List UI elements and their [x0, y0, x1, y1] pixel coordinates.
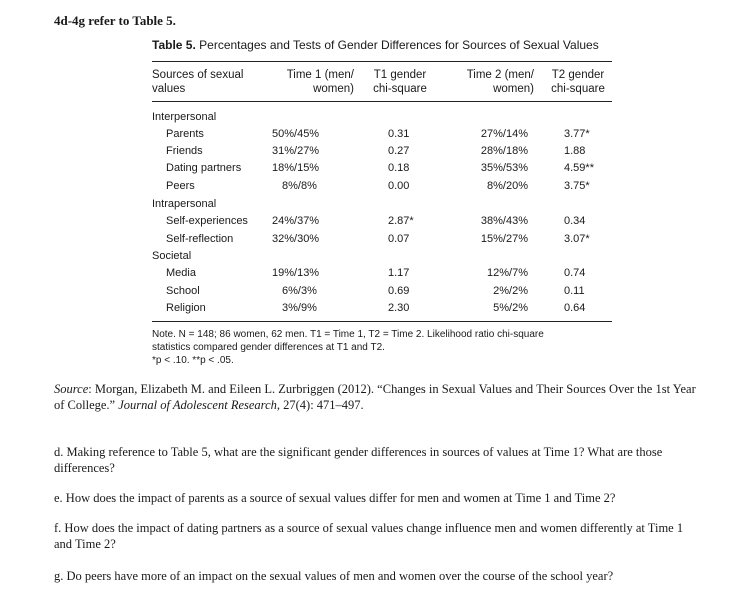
question-f: f. How does the impact of dating partners as a source of sexual values change influence men and women differently at Time 1 and Time 2?: [54, 521, 684, 551]
cell-time2: 2%/2%: [493, 285, 528, 297]
cell-time2: 27%/14%: [480, 128, 528, 140]
cell-t2-chi: 3.75*: [564, 180, 590, 192]
row-label: Parents: [166, 128, 204, 140]
row-label: School: [166, 285, 200, 297]
cell-time1: 19%/13%: [272, 267, 320, 279]
section-heading: 4d-4g refer to Table 5.: [54, 13, 176, 28]
cell-t1-chi: 1.17: [388, 267, 410, 279]
source-text: : Morgan, Elizabeth M. and Eileen L. Zurbriggen (2012). “Changes in Sexual Values and Their Sources Over the 1st Year of College.”: [54, 382, 696, 412]
source-journal: Journal of Adolescent Research: [118, 398, 277, 412]
cell-time1: 3%/9%: [282, 302, 317, 314]
question-d: d. Making reference to Table 5, what are the significant gender differences in sources of values at Time 1? What are those differences?: [54, 445, 663, 475]
cell-t2-chi: 0.74: [564, 267, 586, 279]
cell-time1: 32%/30%: [272, 233, 320, 245]
header-time2: Time 2 (men/ women): [466, 69, 534, 95]
cell-t2-chi: 0.11: [564, 285, 585, 297]
cell-t2-chi: 3.07*: [564, 233, 590, 245]
row-label: Peers: [166, 180, 195, 192]
cell-time2: 15%/27%: [480, 233, 528, 245]
cell-t1-chi: 0.00: [388, 180, 410, 192]
table-title: [152, 38, 612, 52]
cell-time2: 35%/53%: [480, 162, 528, 174]
source-citation: [54, 381, 704, 413]
cell-time2: 12%/7%: [487, 267, 528, 279]
header-time1: Time 1 (men/ women): [286, 69, 354, 95]
header-t2-chi: T2 gender chi-square: [551, 69, 605, 95]
cell-t2-chi: 3.77*: [564, 128, 590, 140]
table-header-rule: [152, 101, 612, 102]
cell-t1-chi: 0.31: [388, 128, 410, 140]
row-label: Media: [166, 267, 196, 279]
table-5: [152, 38, 612, 366]
row-label: Religion: [166, 302, 206, 314]
header-sources: Sources of sexual values: [152, 69, 244, 95]
cell-t1-chi: 0.07: [388, 233, 410, 245]
cell-t2-chi: 1.88: [564, 145, 586, 157]
header-t1-chi: T1 gender chi-square: [373, 69, 427, 95]
cell-t2-chi: 4.59**: [564, 162, 594, 174]
cell-t1-chi: 0.69: [388, 285, 410, 297]
cell-t2-chi: 0.64: [564, 302, 586, 314]
cell-time1: 6%/3%: [282, 285, 317, 297]
cell-time1: 24%/37%: [272, 215, 320, 227]
table-title-label: Table 5.: [152, 38, 196, 52]
question-e: e. How does the impact of parents as a source of sexual values differ for men and women at Time 1 and Time 2?: [54, 491, 616, 505]
question-g: g. Do peers have more of an impact on the sexual values of men and women over the course of the school year?: [54, 569, 614, 583]
cell-t1-chi: 2.30: [388, 302, 410, 314]
table-note: Note. N = 148; 86 women, 62 men. T1 = Time 1, T2 = Time 2. Likelihood ratio chi-square statistics compared gender differences at T1 and T2. *p < .10. **p < .05.: [152, 329, 544, 366]
table-title-text: Percentages and Tests of Gender Differences for Sources of Sexual Values: [199, 38, 599, 52]
cell-time2: 8%/20%: [487, 180, 528, 192]
cell-time1: 50%/45%: [272, 128, 320, 140]
cell-t1-chi: 0.27: [388, 145, 410, 157]
cell-time2: 5%/2%: [493, 302, 528, 314]
group-label: Societal: [152, 250, 192, 262]
cell-time1: 18%/15%: [272, 162, 320, 174]
row-label: Dating partners: [166, 162, 242, 174]
row-label: Self-experiences: [166, 215, 248, 227]
cell-time1: 8%/8%: [282, 180, 317, 192]
cell-time1: 31%/27%: [272, 145, 320, 157]
row-label: Friends: [166, 145, 203, 157]
group-label: Interpersonal: [152, 111, 217, 123]
group-label: Intrapersonal: [152, 198, 217, 210]
cell-time2: 28%/18%: [480, 145, 528, 157]
source-end: , 27(4): 471–497.: [276, 398, 364, 412]
source-label: Source: [54, 382, 89, 396]
table-bottom-rule: [152, 321, 612, 322]
row-label: Self-reflection: [166, 233, 234, 245]
cell-t2-chi: 0.34: [564, 215, 586, 227]
cell-t1-chi: 2.87*: [388, 215, 414, 227]
table-top-rule: [152, 61, 612, 62]
cell-t1-chi: 0.18: [388, 162, 410, 174]
cell-time2: 38%/43%: [480, 215, 528, 227]
